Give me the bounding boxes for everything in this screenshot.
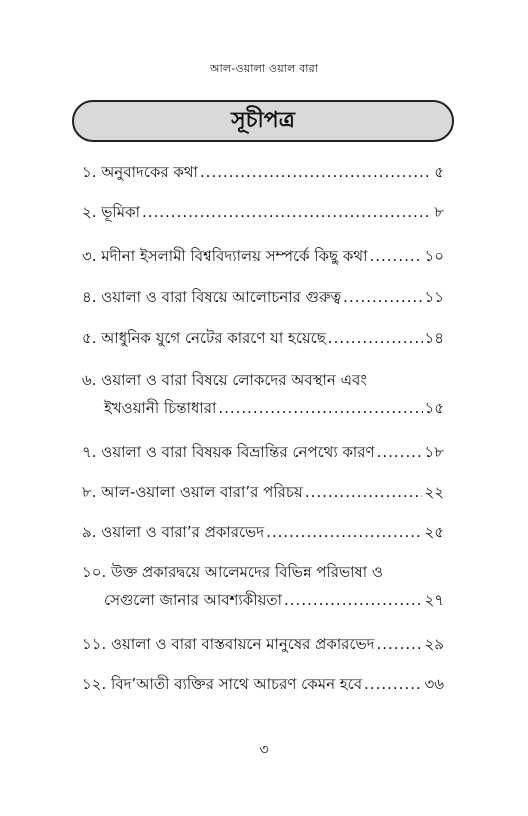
toc-entry: [82, 162, 444, 182]
toc-entry-title: ওয়ালা ও বারা’র প্রকারভেদ: [101, 523, 265, 541]
toc-leader-dots: [200, 162, 432, 182]
toc-leader-dots: [377, 634, 423, 654]
toc-entry: [104, 398, 444, 418]
toc-entry-number: ১০.: [82, 563, 112, 581]
toc-entry: [82, 634, 444, 654]
toc-entry-title: ভূমিকা: [101, 203, 140, 221]
toc-entry-title: ওয়ালা ও বারা বিষয়ে লোকদের অবস্থান এবং: [101, 371, 367, 389]
toc-entry-number: ১১.: [82, 635, 112, 653]
toc-entry-number: ১২.: [82, 675, 112, 693]
toc-entry-title: বিদ’আতী ব্যক্তির সাথে আচরণ কেমন হবে: [111, 675, 363, 693]
toc-entry: [82, 522, 444, 542]
toc-entry-page: ৮: [434, 203, 444, 221]
toc-entry-number: ৮.: [82, 483, 102, 501]
toc-entry-page: ১৪: [424, 329, 444, 347]
toc-entry-title: আল-ওয়ালা ওয়াল বারা’র পরিচয়: [101, 483, 303, 501]
toc-entry-number: ২.: [82, 203, 102, 221]
toc-entry-number: ৬.: [82, 371, 102, 389]
running-header: আল-ওয়ালা ওয়াল বারা: [209, 62, 319, 75]
toc-entry: [82, 482, 444, 502]
toc-entry: [104, 590, 444, 610]
toc-entry: [82, 442, 444, 462]
toc-entry-title: মদীনা ইসলামী বিশ্ববিদ্যালয় সম্পর্কে কিছু কথা: [101, 247, 368, 265]
toc-entry-page: ২৭: [424, 591, 444, 609]
toc-leader-dots: [369, 246, 422, 266]
toc-entry-number: ৯.: [82, 523, 102, 541]
title-box: [72, 100, 454, 142]
toc-entry-page: ১৮: [424, 443, 444, 461]
toc-entry-page: ২৯: [424, 635, 444, 653]
toc-entry-number: ৪.: [82, 288, 102, 306]
toc-entry: [82, 328, 444, 348]
toc-leader-dots: [218, 398, 422, 418]
page-title: সূচীপত্র: [231, 107, 295, 133]
toc-entry-title: আধুনিক যুগে নেটের কারণে যা হয়েছে: [101, 329, 326, 347]
toc-entry: [82, 246, 444, 266]
toc-entry-number: ৫.: [82, 329, 102, 347]
toc-entry: [82, 202, 444, 222]
toc-entry: [82, 674, 444, 694]
toc-entry-number: ১.: [82, 163, 102, 181]
toc-entry-title: ইখওয়ানী চিন্তাধারা: [104, 399, 217, 417]
toc-entry-page: ৩৬: [424, 675, 444, 693]
toc-leader-dots: [328, 328, 423, 348]
toc-leader-dots: [142, 202, 432, 222]
toc-entry-title: ওয়ালা ও বারা বিষয়ে আলোচনার গুরুত্ব: [101, 288, 342, 306]
toc-entry-page: ১০: [424, 247, 444, 265]
toc-entry-title: ওয়ালা ও বারা বিষয়ক বিভ্রান্তির নেপথ্যে কারণ: [101, 443, 375, 461]
toc-entry: [82, 370, 444, 390]
toc-leader-dots: [364, 674, 422, 694]
toc-entry-title: ওয়ালা ও বারা বাস্তবায়নে মানুষের প্রকারভেদ: [111, 635, 375, 653]
toc-leader-dots: [343, 287, 422, 307]
toc-entry-page: ২৫: [424, 523, 444, 541]
toc-entry: [82, 562, 444, 582]
toc-entry-page: ১১: [424, 288, 444, 306]
toc-entry: [82, 287, 444, 307]
toc-entry-number: ৩.: [82, 247, 102, 265]
toc-entry-page: ১৫: [424, 399, 444, 417]
toc-leader-dots: [377, 442, 423, 462]
page-number: ৩: [259, 742, 269, 758]
toc-entry-page: ২২: [424, 483, 444, 501]
toc-leader-dots: [284, 590, 422, 610]
toc-entry-title: অনুবাদকের কথা: [101, 163, 198, 181]
toc-leader-dots: [266, 522, 422, 542]
toc-leader-dots: [305, 482, 423, 502]
toc-entry-title: সেগুলো জানার আবশ্যকীয়তা: [104, 591, 283, 609]
toc-entry-page: ৫: [434, 163, 444, 181]
toc-entry-title: উক্ত প্রকারদ্বয়ে আলেমদের বিভিন্ন পরিভাষা ও: [111, 563, 383, 581]
toc-entry-number: ৭.: [82, 443, 102, 461]
